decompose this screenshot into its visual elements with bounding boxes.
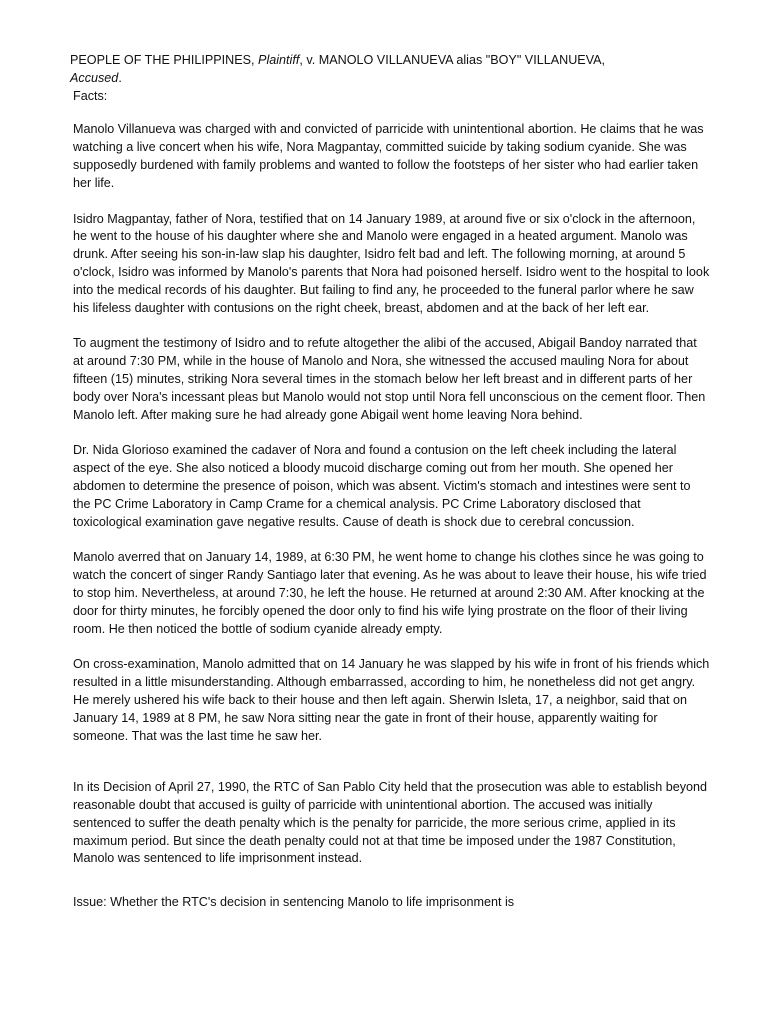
paragraph-manolo-defense: Manolo averred that on January 14, 1989, at 6:30 PM, he went home to change his clothes since he was going to watch the concert of singer Randy Santiago later that evening. As he was about to leave their house, his wife tried to stop him. Nevertheless, at around 7:30, he left the house. He returned at around 2:30 AM. After knocking at the door for thirty minutes, he forcibly opened the door only to find his wife lying prostrate on the floor of their living room. He then noticed the bottle of sodium cyanide already empty.: [73, 550, 707, 636]
accused-name: MANOLO VILLANUEVA alias "BOY" VILLANUEVA,: [318, 53, 606, 67]
case-caption: [70, 52, 710, 88]
plaintiff-name: PEOPLE OF THE PHILIPPINES,: [70, 53, 255, 67]
paragraph-abigail-testimony: To augment the testimony of Isidro and to refute altogether the alibi of the accused, Abigail Bandoy narrated that at around 7:30 PM, while in the house of Manolo and Nora, she witnessed the accused mauling Nora for about fifteen (15) minutes, striking Nora several times in the stomach below her left breast and in different parts of her body over Nora's incessant pleas but Manolo would not stop until Nora fell unconscious on the cement floor. Then Manolo left. After making sure he had already gone Abigail went home leaving Nora behind.: [73, 336, 706, 422]
paragraph-medical-findings: Dr. Nida Glorioso examined the cadaver of Nora and found a contusion on the left cheek including the lateral aspect of the eye. She also noticed a bloody mucoid discharge coming out from her mouth. She opened her abdomen to determine the presence of poison, which was absent. Victim's stomach and intestines were sent to the PC Crime Laboratory in Camp Crame for a chemical analysis. PC Crime Laboratory disclosed that toxicological examination gave negative results. Cause of death is shock due to cerebral concussion.: [73, 443, 691, 529]
accused-role-period: .: [118, 70, 122, 85]
paragraph-charge: Manolo Villanueva was charged with and convicted of parricide with unintentional abortion. He claims that he was watching a live concert when his wife, Nora Magpantay, committed suicide by taking sodium cyanide. She was supposedly burdened with family problems and wanted to follow the footsteps of her sister who had earlier taken her life.: [73, 122, 704, 190]
facts-heading: Facts:: [73, 88, 108, 103]
paragraph-issue: Issue: Whether the RTC's decision in sentencing Manolo to life imprisonment is: [73, 895, 515, 910]
plaintiff-role: Plaintiff: [258, 53, 300, 67]
accused-role: Accused: [70, 70, 119, 85]
versus-text: , v.: [299, 53, 316, 67]
paragraph-isidro-testimony: Isidro Magpantay, father of Nora, testified that on 14 January 1989, at around five or six o'clock in the afternoon, he went to the house of his daughter where she and Manolo were engaged in a heated argument. Manolo was drunk. After seeing his son-in-law slap his daughter, Isidro felt bad and left. The following morning, at around 5 o'clock, Isidro was informed by Manolo's parents that Nora had poisoned herself. Isidro went to the hospital to look into the medical records of his daughter. But failing to find any, he proceeded to the funeral parlor where he saw his lifeless daughter with contusions on the right cheek, breast, abdomen and at the back of her left ear.: [73, 211, 710, 315]
paragraph-cross-examination: On cross-examination, Manolo admitted that on 14 January he was slapped by his wife in front of his friends which resulted in a little misunderstanding. Although embarrassed, according to him, he nonetheless did not get angry. He merely ushered his wife back to their house and then left again. Sherwin Isleta, 17, a neighbor, said that on January 14, 1989 at 8 PM, he saw Nora sitting near the gate in front of their house, apparently waiting for someone. That was the last time he saw her.: [73, 657, 710, 743]
document-page: [70, 52, 710, 912]
paragraph-rtc-decision: In its Decision of April 27, 1990, the RTC of San Pablo City held that the prosecution was able to establish beyond reasonable doubt that accused is guilty of parricide with unintentional abortion. The accused was initially sentenced to suffer the death penalty which is the penalty for parricide, the more serious crime, applied in its maximum period. But since the death penalty could not at that time be imposed under the 1987 Constitution, Manolo was sentenced to life imprisonment instead.: [73, 780, 708, 866]
